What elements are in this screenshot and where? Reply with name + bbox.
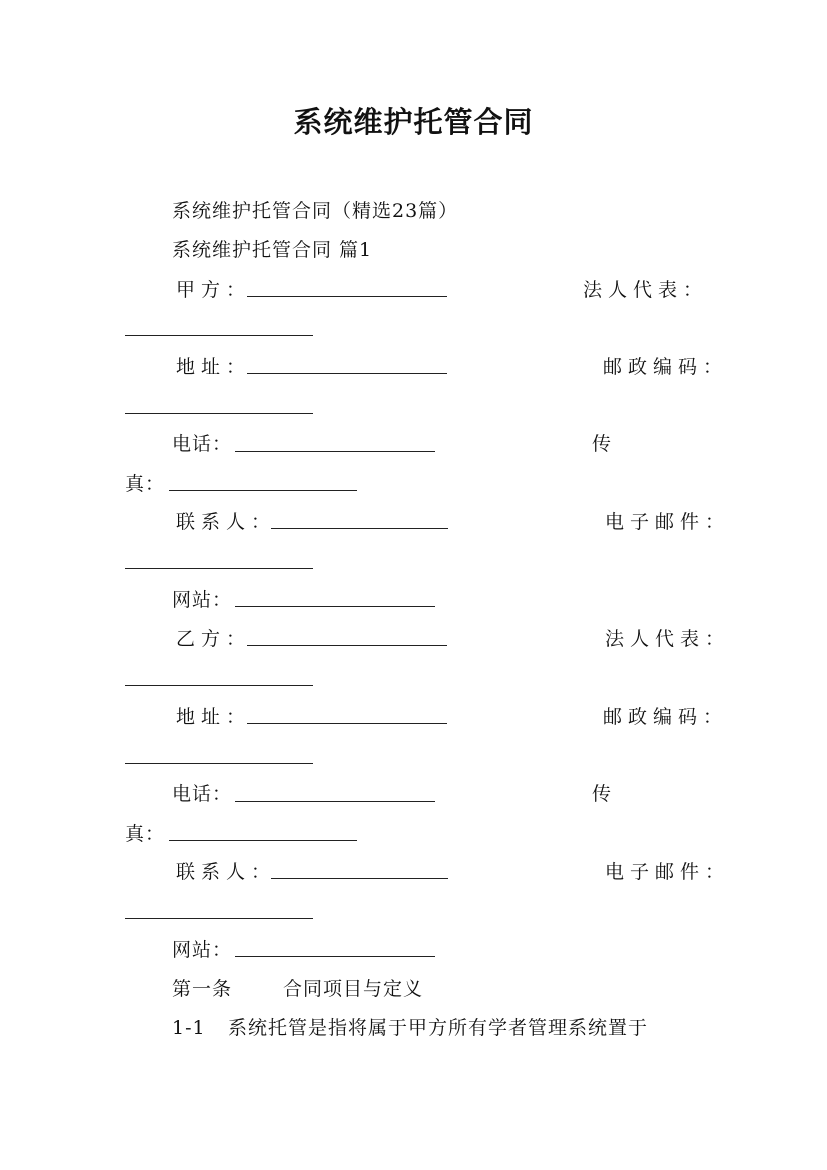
party-a-postcode-blank[interactable] xyxy=(125,413,313,414)
party-a-address-blank[interactable] xyxy=(247,373,447,374)
party-b-label: 乙方： xyxy=(176,628,252,650)
party-b-name-blank[interactable] xyxy=(247,645,447,646)
party-a-fax-label-1: 传 xyxy=(592,433,613,455)
party-b-fax-label-2: 真： xyxy=(125,823,166,845)
party-b-address-blank[interactable] xyxy=(247,723,447,724)
party-a-name-blank[interactable] xyxy=(247,296,447,297)
party-b-contact-label: 联系人： xyxy=(176,861,277,883)
party-b-address-label: 地址： xyxy=(176,706,252,728)
party-a-label: 甲方： xyxy=(176,279,252,301)
party-b-legal-rep-label: 法人代表： xyxy=(605,628,731,650)
clause-1-1-number: 1-1 xyxy=(172,1017,206,1039)
party-b-email-blank[interactable] xyxy=(125,918,313,919)
party-a-email-blank[interactable] xyxy=(125,568,313,569)
party-a-fax-blank[interactable] xyxy=(169,490,357,491)
party-a-address-label: 地址： xyxy=(176,356,252,378)
party-a-postcode-label: 邮政编码： xyxy=(603,356,729,378)
section-heading: 系统维护托管合同 篇1 xyxy=(172,239,373,261)
party-b-contact-blank[interactable] xyxy=(271,878,448,879)
party-b-website-label: 网站： xyxy=(172,939,233,961)
article-1-heading: 第一条 xyxy=(172,978,233,1000)
party-b-phone-blank[interactable] xyxy=(235,801,435,802)
party-b-website-blank[interactable] xyxy=(235,956,435,957)
party-b-email-label: 电子邮件： xyxy=(605,861,731,883)
party-a-contact-label: 联系人： xyxy=(176,511,277,533)
party-a-contact-blank[interactable] xyxy=(271,528,448,529)
party-a-email-label: 电子邮件： xyxy=(605,511,731,533)
party-b-postcode-label: 邮政编码： xyxy=(603,706,729,728)
party-a-website-label: 网站： xyxy=(172,589,233,611)
party-b-phone-label: 电话： xyxy=(172,783,233,805)
party-a-legal-rep-label: 法人代表： xyxy=(583,279,709,301)
party-b-fax-blank[interactable] xyxy=(169,840,357,841)
party-a-website-blank[interactable] xyxy=(235,606,435,607)
subtitle: 系统维护托管合同（精选23篇） xyxy=(172,200,459,222)
party-b-fax-label-1: 传 xyxy=(592,783,613,805)
party-a-phone-label: 电话： xyxy=(172,433,233,455)
clause-1-1-text: 系统托管是指将属于甲方所有学者管理系统置于 xyxy=(228,1017,649,1039)
party-a-legal-rep-blank[interactable] xyxy=(125,335,313,336)
article-1-title: 合同项目与定义 xyxy=(283,978,424,1000)
party-b-legal-rep-blank[interactable] xyxy=(125,685,313,686)
party-a-phone-blank[interactable] xyxy=(235,451,435,452)
document-title: 系统维护托管合同 xyxy=(293,105,534,139)
party-b-postcode-blank[interactable] xyxy=(125,763,313,764)
party-a-fax-label-2: 真： xyxy=(125,473,166,495)
